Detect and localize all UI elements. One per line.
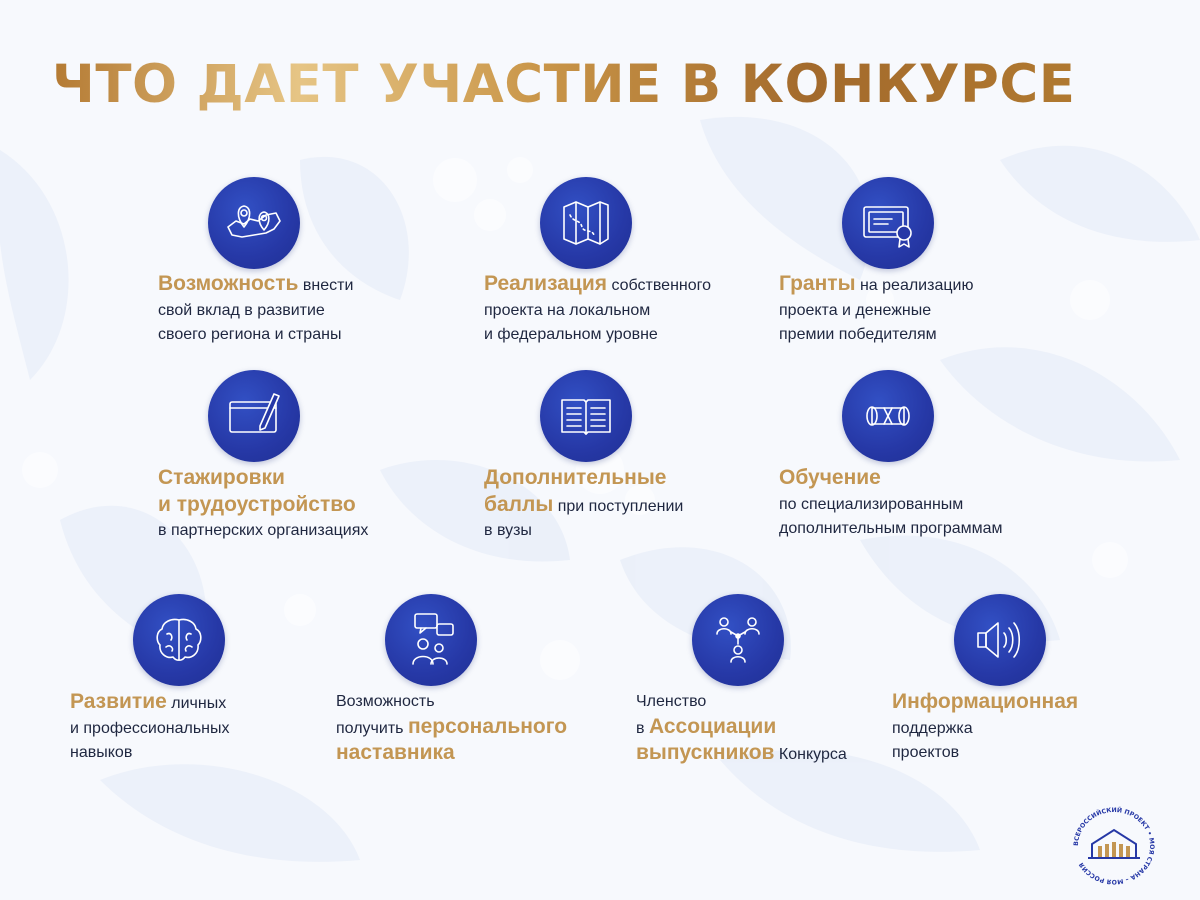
highlight-text: и трудоустройство xyxy=(158,492,356,516)
network-people-icon xyxy=(692,594,784,686)
body-text: при поступлении xyxy=(553,497,684,515)
highlight-text: Реализация xyxy=(484,272,608,295)
highlight-text: Информационная xyxy=(892,690,1079,713)
benefit-mentor-text xyxy=(336,690,567,768)
diploma-scroll-icon xyxy=(842,370,934,462)
body-text: Членство xyxy=(636,693,707,710)
body-text: навыков xyxy=(70,744,133,761)
map-pins-icon xyxy=(208,177,300,269)
speaker-icon xyxy=(954,594,1046,686)
highlight-text: Стажировки xyxy=(158,466,285,489)
body-text: на реализацию xyxy=(855,277,974,294)
benefit-realization-text xyxy=(484,272,711,348)
folded-map-icon xyxy=(540,177,632,269)
highlight-text: Возможность xyxy=(158,272,299,295)
body-text: личных xyxy=(166,695,227,712)
body-text: проектов xyxy=(892,744,960,761)
logo-text: ВСЕРОССИЙСКИЙ ПРОЕКТ • МОЯ СТРАНА – МОЯ РОССИЯ xyxy=(1072,806,1156,886)
body-text: получить xyxy=(336,719,408,737)
open-book-icon xyxy=(540,370,632,462)
highlight-text: баллы xyxy=(484,492,554,516)
body-text: собственного xyxy=(607,277,712,294)
highlight-text: персонального xyxy=(407,714,568,738)
highlight-text: выпускников xyxy=(636,741,775,764)
body-text: в партнерских организациях xyxy=(158,522,369,539)
body-text: свой вклад в развитие xyxy=(158,301,325,319)
body-text: и федеральном уровне xyxy=(484,326,658,343)
benefit-grants-text xyxy=(779,272,973,348)
mentor-chat-icon xyxy=(385,594,477,686)
body-text: внести xyxy=(298,277,354,294)
body-text: и профессиональных xyxy=(70,719,230,737)
body-text: дополнительным программам xyxy=(779,520,1003,537)
highlight-text: Дополнительные xyxy=(484,466,667,489)
benefit-info-support-text xyxy=(892,690,1078,766)
page-title: ЧТО ДАЕТ УЧАСТИЕ В КОНКУРСЕ xyxy=(52,54,1076,115)
body-text: Конкурса xyxy=(774,746,847,763)
body-text: в вузы xyxy=(484,522,532,539)
benefit-internship-text xyxy=(158,466,368,544)
benefit-contribution-text xyxy=(158,272,353,348)
highlight-text: Развитие xyxy=(70,690,167,713)
body-text: Возможность xyxy=(336,693,435,710)
benefit-association-text xyxy=(636,690,847,768)
body-text: своего региона и страны xyxy=(158,326,342,343)
tablet-pen-icon xyxy=(208,370,300,462)
benefit-development-text xyxy=(70,690,229,766)
highlight-text: Гранты xyxy=(779,272,856,295)
certificate-icon xyxy=(842,177,934,269)
body-text: проекта и денежные xyxy=(779,301,932,319)
body-text: по специализированным xyxy=(779,495,964,513)
highlight-text: Ассоциации xyxy=(648,714,777,738)
project-logo-icon xyxy=(1068,806,1160,886)
highlight-text: Обучение xyxy=(779,466,881,489)
body-text: проекта на локальном xyxy=(484,301,651,319)
benefit-training-text xyxy=(779,466,1003,542)
body-text: поддержка xyxy=(892,719,973,737)
benefit-points-text xyxy=(484,466,683,544)
highlight-text: наставника xyxy=(336,741,455,764)
brain-icon xyxy=(133,594,225,686)
body-text: в xyxy=(636,719,649,737)
body-text: премии победителям xyxy=(779,326,937,343)
